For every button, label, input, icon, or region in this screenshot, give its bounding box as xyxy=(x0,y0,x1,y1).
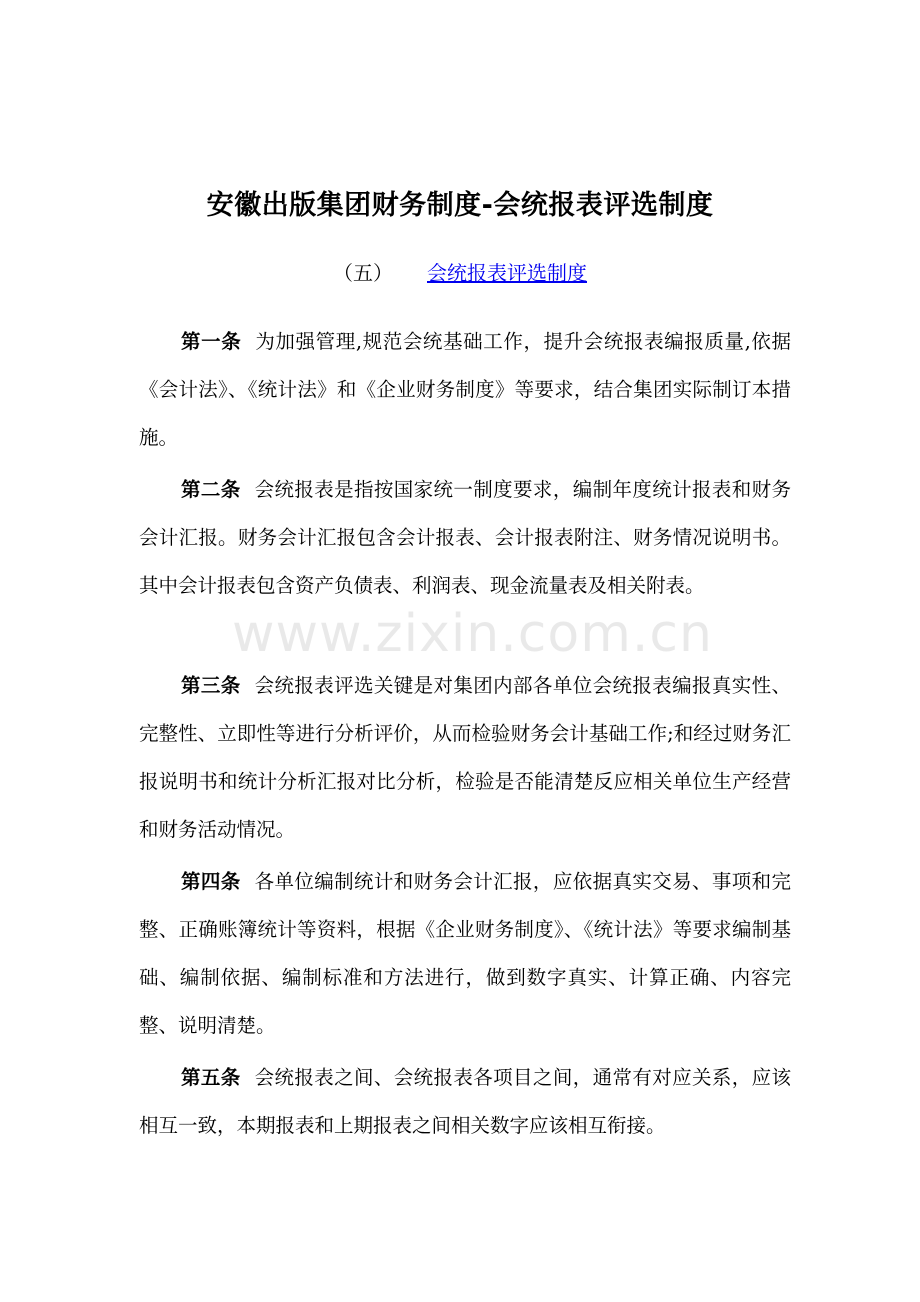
section-heading xyxy=(0,256,920,290)
article-3-text: 会统报表评选关键是对集团内部各单位会统报表编报真实性、完整性、立即性等进行分析评价，从而检验财务会计基础工作;和经过财务汇报说明书和统计分析汇报对比分析，检验是否能清楚反应相关单位生产经营和财务活动情况。 xyxy=(139,674,791,841)
article-3-label: 第三条 xyxy=(181,674,241,697)
article-1-text: 为加强管理,规范会统基础工作，提升会统报表编报质量,依据《会计法》、《统计法》和《企业财务制度》等要求，结合集团实际制订本措施。 xyxy=(139,330,791,449)
document-title: 安徽出版集团财务制度-会统报表评选制度 xyxy=(206,190,714,221)
section-number: （五） xyxy=(333,261,393,285)
article-5-label: 第五条 xyxy=(181,1066,241,1089)
section-title-link[interactable]: 会统报表评选制度 xyxy=(427,261,587,285)
watermark: www.zixin.com.cn xyxy=(232,604,713,664)
article-4-text: 各单位编制统计和财务会计汇报，应依据真实交易、事项和完整、正确账簿统计等资料，根据《企业财务制度》、《统计法》等要求编制基础、编制依据、编制标准和方法进行，做到数字真实、计算正确、内容完整、说明清楚。 xyxy=(139,870,791,1037)
article-4-label: 第四条 xyxy=(181,870,241,893)
article-2-label: 第二条 xyxy=(181,478,241,501)
article-5-text: 会统报表之间、会统报表各项目之间，通常有对应关系，应该相互一致，本期报表和上期报表之间相关数字应该相互衔接。 xyxy=(139,1066,791,1137)
article-3 xyxy=(139,662,791,854)
article-1 xyxy=(139,318,791,462)
article-2-text: 会统报表是指按国家统一制度要求，编制年度统计报表和财务会计汇报。财务会计汇报包含会计报表、会计报表附注、财务情况说明书。其中会计报表包含资产负债表、利润表、现金流量表及相关附表。 xyxy=(139,478,791,597)
article-2 xyxy=(139,466,791,610)
article-5 xyxy=(139,1054,791,1150)
article-4 xyxy=(139,858,791,1050)
article-1-label: 第一条 xyxy=(181,330,242,353)
